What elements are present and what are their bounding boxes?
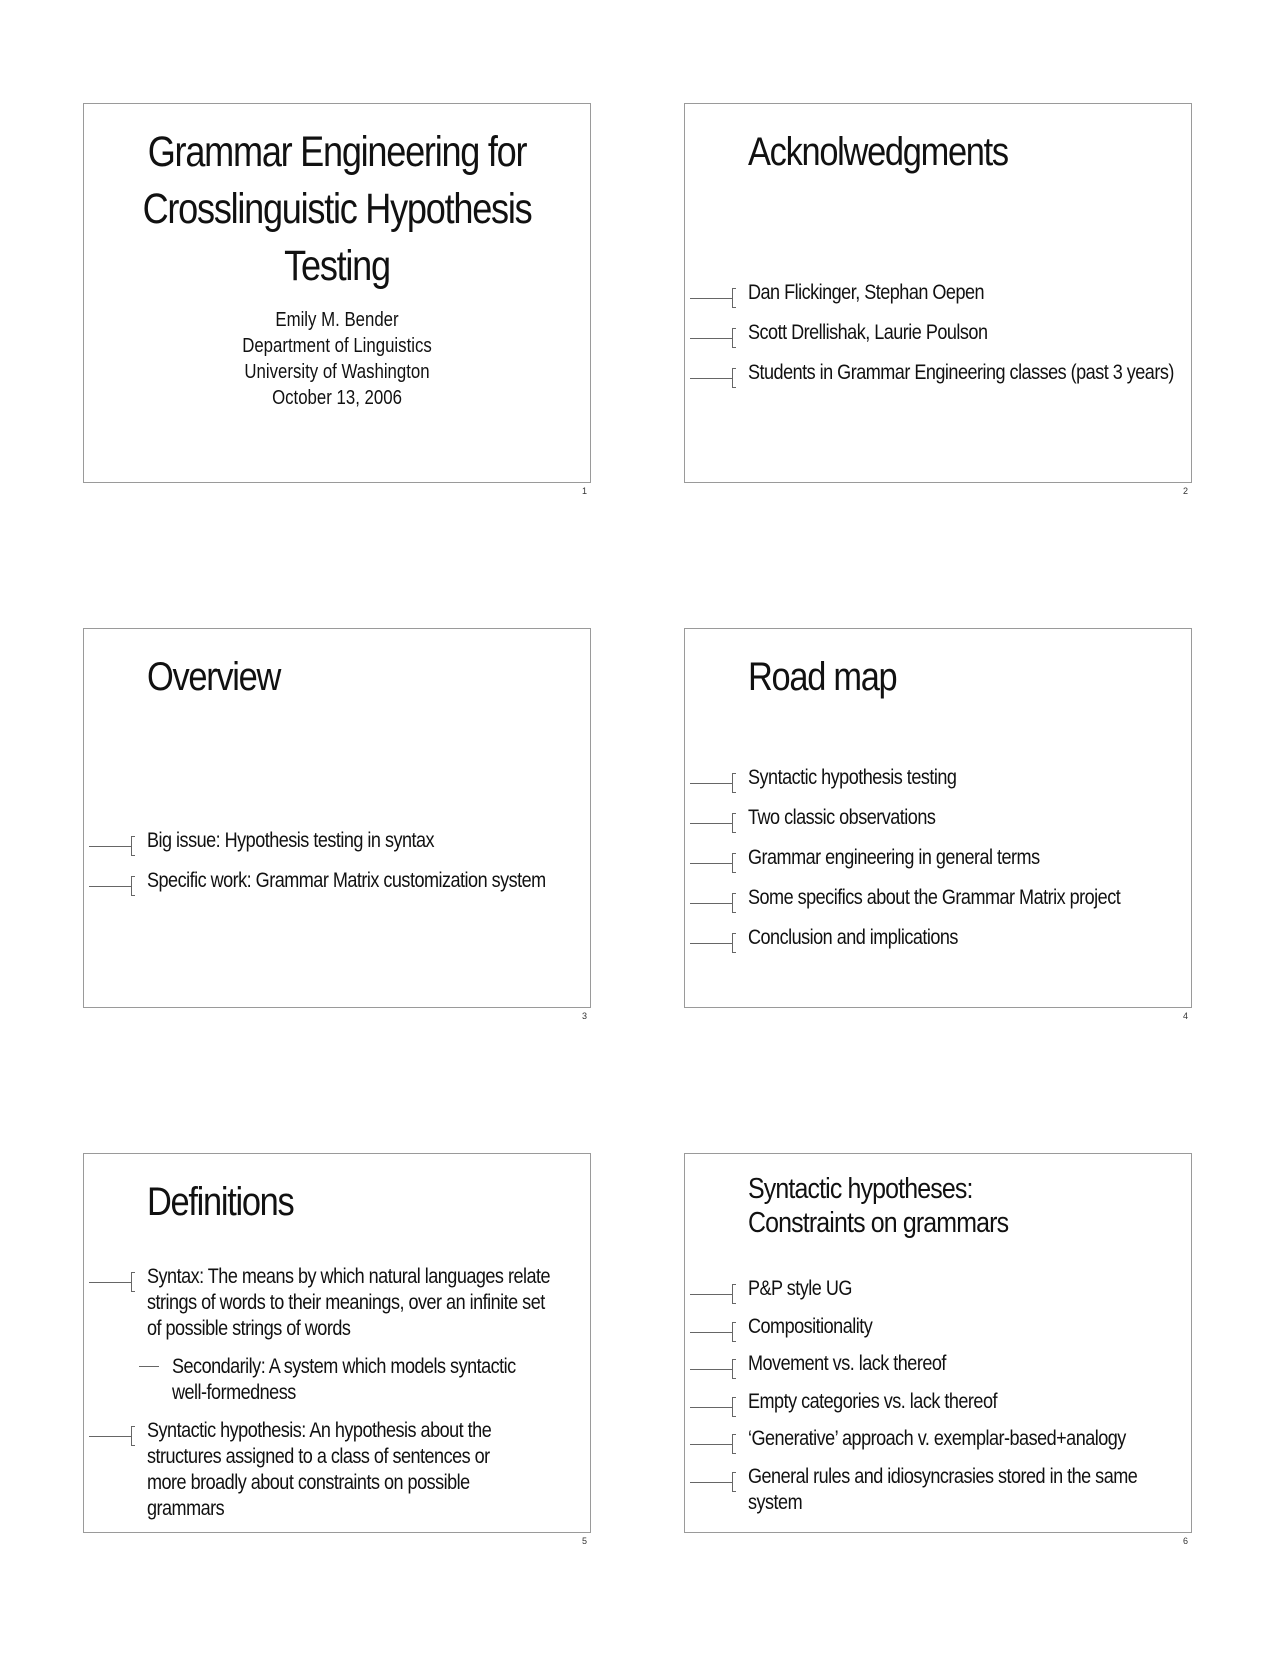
page-number: 1 xyxy=(582,486,588,496)
department: Department of Linguistics xyxy=(242,335,432,357)
bullet-marker xyxy=(690,368,734,390)
author-info xyxy=(124,307,549,411)
list-item: Compositionality xyxy=(685,1314,1191,1352)
list-item: Syntactic hypothesis testing xyxy=(685,765,1191,805)
bullet-marker xyxy=(690,1434,734,1456)
list-item: Conclusion and implications xyxy=(685,925,1191,965)
list-item: Students in Grammar Engineering classes (past 3 years) xyxy=(685,360,1191,400)
bullet-marker xyxy=(690,328,734,350)
page-number: 3 xyxy=(582,1011,588,1021)
sub-bullet-marker xyxy=(139,1366,159,1367)
slide-4 xyxy=(684,628,1192,1008)
bullet-marker xyxy=(690,933,734,955)
title-line: Grammar Engineering for xyxy=(147,128,527,176)
bullet-marker xyxy=(690,813,734,835)
slide-6 xyxy=(684,1153,1192,1533)
bullet-list xyxy=(685,765,1191,965)
bullet-marker xyxy=(89,836,133,858)
slide-title: Overview xyxy=(147,655,281,699)
bullet-marker xyxy=(690,1322,734,1344)
list-item: Movement vs. lack thereof xyxy=(685,1351,1191,1389)
bullet-list xyxy=(685,1276,1191,1514)
university: University of Washington xyxy=(244,361,430,383)
slide-title: Road map xyxy=(748,655,897,699)
slide-title: Acknolwedgments xyxy=(748,130,1008,174)
title-line: Crosslinguistic Hypothesis xyxy=(142,185,532,233)
page-number: 6 xyxy=(1183,1536,1189,1546)
slide-2 xyxy=(684,103,1192,483)
date: October 13, 2006 xyxy=(272,387,402,409)
slide-3 xyxy=(83,628,591,1008)
list-item: Grammar engineering in general terms xyxy=(685,845,1191,885)
list-item: Empty categories vs. lack thereof xyxy=(685,1389,1191,1427)
bullet-marker xyxy=(690,1472,734,1494)
list-item: Dan Flickinger, Stephan Oepen xyxy=(685,280,1191,320)
slide-5 xyxy=(83,1153,591,1533)
bullet-marker xyxy=(690,893,734,915)
slide-1 xyxy=(83,103,591,483)
bullet-marker xyxy=(690,1359,734,1381)
list-item: Scott Drellishak, Laurie Poulson xyxy=(685,320,1191,360)
page-number: 4 xyxy=(1183,1011,1189,1021)
bullet-marker xyxy=(89,1426,133,1448)
bullet-list xyxy=(685,280,1191,400)
list-item: General rules and idiosyncrasies stored in the same system xyxy=(685,1464,1191,1502)
title-line: Testing xyxy=(284,242,390,290)
list-item: Big issue: Hypothesis testing in syntax xyxy=(84,828,590,868)
bullet-marker xyxy=(690,1397,734,1419)
title-block xyxy=(84,124,590,411)
list-item: Secondarily: A system which models syntactic well-formedness xyxy=(84,1354,590,1406)
bullet-list xyxy=(84,828,590,908)
page-number: 5 xyxy=(582,1536,588,1546)
bullet-list xyxy=(84,1264,590,1522)
list-item: Some specifics about the Grammar Matrix project xyxy=(685,885,1191,925)
title-line: Constraints on grammars xyxy=(748,1207,1009,1239)
presentation-title xyxy=(124,124,549,295)
list-item: Specific work: Grammar Matrix customization system xyxy=(84,868,590,908)
bullet-marker xyxy=(89,876,133,898)
title-line: Syntactic hypotheses: xyxy=(748,1173,973,1205)
author-name: Emily M. Bender xyxy=(275,309,399,331)
bullet-marker xyxy=(89,1272,133,1294)
slide-title: Definitions xyxy=(147,1180,294,1224)
bullet-marker xyxy=(690,288,734,310)
list-item: Syntactic hypothesis: An hypothesis about the structures assigned to a class of sentences or more broadly about constraints on possible grammars xyxy=(84,1418,590,1522)
list-item: P&P style UG xyxy=(685,1276,1191,1314)
list-item: ‘Generative’ approach v. exemplar-based+analogy xyxy=(685,1426,1191,1464)
slide-title xyxy=(748,1172,1008,1240)
bullet-marker xyxy=(690,773,734,795)
page-number: 2 xyxy=(1183,486,1189,496)
list-item: Syntax: The means by which natural languages relate strings of words to their meanings, over an infinite set of possible strings of words xyxy=(84,1264,590,1342)
list-item: Two classic observations xyxy=(685,805,1191,845)
bullet-marker xyxy=(690,1284,734,1306)
bullet-marker xyxy=(690,853,734,875)
